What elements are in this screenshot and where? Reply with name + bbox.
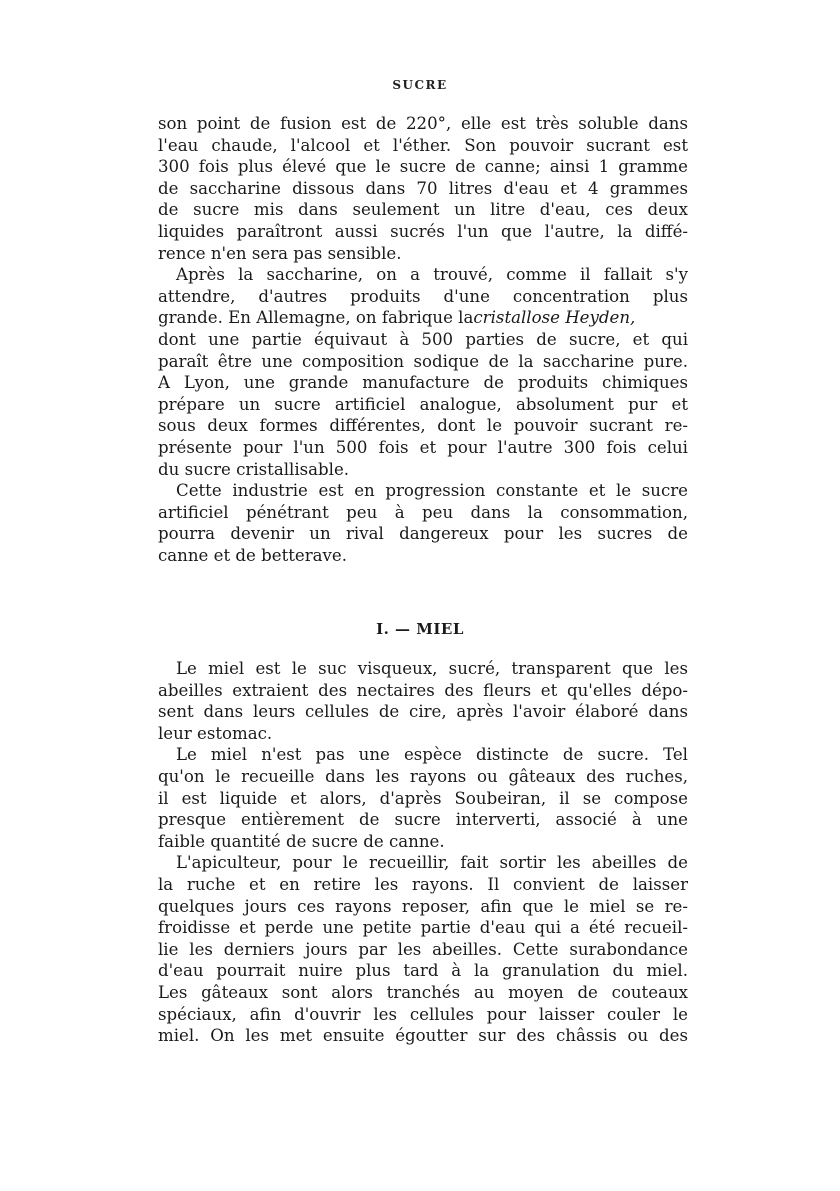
text-line: leur estomac. [158, 723, 273, 743]
text-line: presque entièrement de sucre interverti, associé à une [158, 810, 688, 830]
text-line-mixed [158, 307, 688, 329]
text-line: prépare un sucre artificiel analogue, absolument pur et [158, 394, 688, 414]
text-line: Les gâteaux sont alors tranchés au moyen de couteaux [158, 982, 688, 1002]
text-block-saccharine [158, 113, 688, 566]
text-line: sous deux formes différentes, dont le pouvoir sucrant re- [158, 416, 688, 436]
text-line: lie les derniers jours par les abeilles. Cette surabondance [158, 939, 688, 959]
text-line: miel. On les met ensuite égoutter sur des châssis ou des [158, 1026, 688, 1046]
text-line: la ruche et en retire les rayons. Il convient de laisser [158, 874, 688, 894]
text-line: il est liquide et alors, d'après Soubeiran, il se compose [158, 788, 688, 808]
text-line: de saccharine dissous dans 70 litres d'eau et 4 grammes [158, 178, 688, 198]
text-fragment: grande. En Allemagne, on fabrique la [158, 308, 474, 328]
text-line: abeilles extraient des nectaires des fleurs et qu'elles dépo- [158, 680, 688, 700]
text-line: sent dans leurs cellules de cire, après l'avoir élaboré dans [158, 702, 688, 722]
text-line: Après la saccharine, on a trouvé, comme il fallait s'y [176, 265, 688, 285]
italic-product-name: cristallose Heyden, [473, 308, 636, 328]
text-line: Le miel n'est pas une espèce distincte de sucre. Tel [176, 745, 688, 765]
text-line: liquides paraîtront aussi sucrés l'un que l'autre, la diffé- [158, 221, 688, 241]
text-line: l'eau chaude, l'alcool et l'éther. Son pouvoir sucrant est [158, 135, 688, 155]
text-line: paraît être une composition sodique de la saccharine pure. [158, 351, 688, 371]
text-line: Le miel est le suc visqueux, sucré, transparent que les [176, 659, 688, 678]
text-line: qu'on le recueille dans les rayons ou gâteaux des ruches, [158, 766, 688, 786]
text-line: attendre, d'autres produits d'une concentration plus [158, 286, 688, 306]
text-line: L'apiculteur, pour le recueillir, fait sortir les abeilles de [176, 853, 688, 873]
text-line: froidisse et perde une petite partie d'eau qui a été recueil- [158, 918, 688, 938]
text-line: A Lyon, une grande manufacture de produits chimiques [158, 373, 688, 393]
text-line: quelques jours ces rayons reposer, afin que le miel se re- [158, 896, 688, 916]
text-line: de sucre mis dans seulement un litre d'eau, ces deux [158, 200, 688, 220]
text-line: du sucre cristallisable. [158, 459, 350, 479]
text-line: son point de fusion est de 220°, elle est très soluble dans [158, 114, 688, 133]
text-line: rence n'en sera pas sensible. [158, 243, 402, 263]
text-line: 300 fois plus élevé que le sucre de canne; ainsi 1 gramme [158, 157, 688, 177]
text-line: faible quantité de sucre de canne. [158, 831, 445, 851]
text-line: artificiel pénétrant peu à peu dans la consommation, [158, 502, 688, 522]
text-block-miel [158, 658, 688, 1047]
text-line: Cette industrie est en progression constante et le sucre [176, 481, 688, 501]
text-line: spéciaux, afin d'ouvrir les cellules pour laisser couler le [158, 1004, 688, 1024]
running-head: SUCRE [392, 78, 448, 92]
text-line: présente pour l'un 500 fois et pour l'autre 300 fois celui [158, 437, 688, 457]
text-line: d'eau pourrait nuire plus tard à la granulation du miel. [158, 961, 688, 981]
text-line: canne et de betterave. [158, 545, 348, 565]
text-line: pourra devenir un rival dangereux pour les sucres de [158, 524, 688, 544]
text-line: dont une partie équivaut à 500 parties de sucre, et qui [158, 329, 688, 349]
section-title: I. — MIEL [376, 620, 464, 638]
